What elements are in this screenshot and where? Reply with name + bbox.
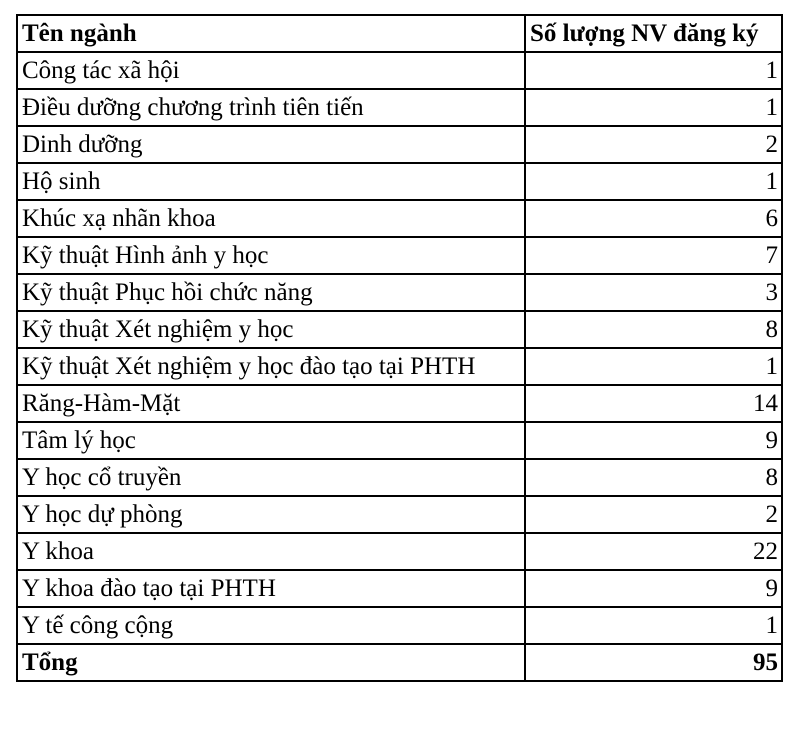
total-count: 95	[525, 644, 782, 681]
header-registration-count: Số lượng NV đăng ký	[525, 15, 782, 52]
registration-count-cell: 1	[525, 607, 782, 644]
major-name-cell: Điều dưỡng chương trình tiên tiến	[17, 89, 525, 126]
header-row	[17, 15, 782, 52]
table-row	[17, 570, 782, 607]
registration-count-cell: 8	[525, 459, 782, 496]
major-name-cell: Răng-Hàm-Mặt	[17, 385, 525, 422]
table-row	[17, 607, 782, 644]
table-row	[17, 274, 782, 311]
table-row	[17, 89, 782, 126]
table-row	[17, 385, 782, 422]
total-row	[17, 644, 782, 681]
table-row	[17, 422, 782, 459]
table-row	[17, 348, 782, 385]
registration-count-cell: 1	[525, 52, 782, 89]
major-name-cell: Kỹ thuật Hình ảnh y học	[17, 237, 525, 274]
major-name-cell: Y học cổ truyền	[17, 459, 525, 496]
registration-count-cell: 8	[525, 311, 782, 348]
registration-count-cell: 6	[525, 200, 782, 237]
registration-count-cell: 9	[525, 422, 782, 459]
table-row	[17, 126, 782, 163]
major-name-cell: Y khoa	[17, 533, 525, 570]
registration-table	[16, 14, 783, 682]
major-name-cell: Tâm lý học	[17, 422, 525, 459]
registration-count-cell: 1	[525, 163, 782, 200]
major-name-cell: Y tế công cộng	[17, 607, 525, 644]
registration-count-cell: 22	[525, 533, 782, 570]
major-name-cell: Kỹ thuật Xét nghiệm y học	[17, 311, 525, 348]
major-name-cell: Y học dự phòng	[17, 496, 525, 533]
major-name-cell: Kỹ thuật Phục hồi chức năng	[17, 274, 525, 311]
registration-count-cell: 7	[525, 237, 782, 274]
table-row	[17, 311, 782, 348]
table-row	[17, 237, 782, 274]
total-label: Tổng	[17, 644, 525, 681]
major-name-cell: Y khoa đào tạo tại PHTH	[17, 570, 525, 607]
major-name-cell: Công tác xã hội	[17, 52, 525, 89]
major-name-cell: Dinh dưỡng	[17, 126, 525, 163]
table-row	[17, 52, 782, 89]
registration-count-cell: 14	[525, 385, 782, 422]
table-row	[17, 200, 782, 237]
registration-count-cell: 3	[525, 274, 782, 311]
table-row	[17, 533, 782, 570]
registration-count-cell: 1	[525, 348, 782, 385]
registration-count-cell: 2	[525, 126, 782, 163]
registration-count-cell: 1	[525, 89, 782, 126]
table-row	[17, 459, 782, 496]
registration-count-cell: 2	[525, 496, 782, 533]
major-name-cell: Hộ sinh	[17, 163, 525, 200]
table-row	[17, 163, 782, 200]
major-name-cell: Kỹ thuật Xét nghiệm y học đào tạo tại PHTH	[17, 348, 525, 385]
table-row	[17, 496, 782, 533]
registration-count-cell: 9	[525, 570, 782, 607]
header-major-name: Tên ngành	[17, 15, 525, 52]
major-name-cell: Khúc xạ nhãn khoa	[17, 200, 525, 237]
